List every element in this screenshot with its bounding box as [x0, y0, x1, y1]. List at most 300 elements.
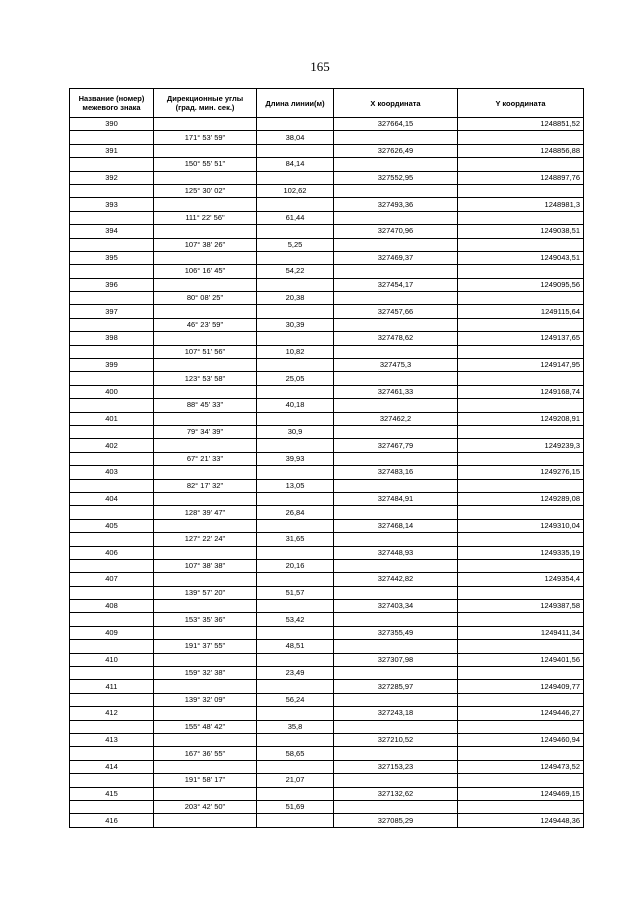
line-length-cell: 54,22	[257, 265, 334, 278]
direction-angle-cell: 150° 55' 51"	[154, 158, 257, 171]
y-coordinate-cell: 1249168,74	[458, 385, 584, 398]
table-row-point	[70, 546, 584, 559]
empty-cell	[458, 800, 584, 813]
empty-cell	[154, 385, 257, 398]
mark-name-cell: 404	[70, 492, 154, 505]
empty-cell	[257, 814, 334, 827]
empty-cell	[154, 144, 257, 157]
empty-cell	[334, 747, 458, 760]
empty-cell	[458, 265, 584, 278]
empty-cell	[70, 158, 154, 171]
empty-cell	[70, 425, 154, 438]
mark-name-cell: 416	[70, 814, 154, 827]
mark-name-cell: 406	[70, 546, 154, 559]
mark-name-cell: 393	[70, 198, 154, 211]
empty-cell	[334, 613, 458, 626]
table-row-segment	[70, 747, 584, 760]
empty-cell	[70, 345, 154, 358]
mark-name-cell: 401	[70, 412, 154, 425]
line-length-cell: 10,82	[257, 345, 334, 358]
empty-cell	[458, 372, 584, 385]
line-length-cell: 84,14	[257, 158, 334, 171]
table-row-point	[70, 225, 584, 238]
y-coordinate-cell: 1249335,19	[458, 546, 584, 559]
empty-cell	[154, 171, 257, 184]
y-coordinate-cell: 1248981,3	[458, 198, 584, 211]
direction-angle-cell: 128° 39' 47"	[154, 506, 257, 519]
empty-cell	[70, 586, 154, 599]
line-length-cell: 40,18	[257, 399, 334, 412]
empty-cell	[154, 573, 257, 586]
table-row-point	[70, 573, 584, 586]
line-length-cell: 35,8	[257, 720, 334, 733]
table-row-point	[70, 332, 584, 345]
direction-angle-cell: 46° 23' 59"	[154, 318, 257, 331]
direction-angle-cell: 167° 36' 55"	[154, 747, 257, 760]
mark-name-cell: 397	[70, 305, 154, 318]
table-row-segment	[70, 693, 584, 706]
empty-cell	[154, 359, 257, 372]
line-length-cell: 51,57	[257, 586, 334, 599]
mark-name-cell: 402	[70, 439, 154, 452]
table-row-segment	[70, 774, 584, 787]
table-row-point	[70, 492, 584, 505]
y-coordinate-cell: 1249043,51	[458, 251, 584, 264]
empty-cell	[154, 332, 257, 345]
table-row-segment	[70, 399, 584, 412]
empty-cell	[70, 559, 154, 572]
line-length-cell: 20,38	[257, 292, 334, 305]
empty-cell	[334, 800, 458, 813]
table-row-point	[70, 653, 584, 666]
x-coordinate-cell: 327355,49	[334, 626, 458, 639]
x-coordinate-cell: 327469,37	[334, 251, 458, 264]
empty-cell	[70, 265, 154, 278]
empty-cell	[334, 774, 458, 787]
table-row-point	[70, 760, 584, 773]
table-row-segment	[70, 667, 584, 680]
header-direction-angle: Дирекционные углы (град. мин. сек.)	[154, 89, 257, 118]
empty-cell	[334, 425, 458, 438]
line-length-cell: 102,62	[257, 184, 334, 197]
empty-cell	[70, 800, 154, 813]
empty-cell	[458, 131, 584, 144]
table-row-segment	[70, 506, 584, 519]
table-row-segment	[70, 184, 584, 197]
mark-name-cell: 411	[70, 680, 154, 693]
x-coordinate-cell: 327085,29	[334, 814, 458, 827]
empty-cell	[257, 198, 334, 211]
empty-cell	[154, 519, 257, 532]
empty-cell	[334, 184, 458, 197]
direction-angle-cell: 191° 58' 17"	[154, 774, 257, 787]
direction-angle-cell: 153° 35' 36"	[154, 613, 257, 626]
table-row-point	[70, 144, 584, 157]
line-length-cell: 48,51	[257, 640, 334, 653]
empty-cell	[70, 399, 154, 412]
mark-name-cell: 407	[70, 573, 154, 586]
line-length-cell: 56,24	[257, 693, 334, 706]
empty-cell	[70, 506, 154, 519]
direction-angle-cell: 80° 08' 25"	[154, 292, 257, 305]
x-coordinate-cell: 327484,91	[334, 492, 458, 505]
empty-cell	[154, 439, 257, 452]
y-coordinate-cell: 1249115,64	[458, 305, 584, 318]
empty-cell	[334, 693, 458, 706]
header-mark-name: Название (номер) межевого знака	[70, 89, 154, 118]
empty-cell	[458, 613, 584, 626]
empty-cell	[334, 506, 458, 519]
table-row-segment	[70, 211, 584, 224]
empty-cell	[334, 265, 458, 278]
table-row-point	[70, 439, 584, 452]
empty-cell	[154, 118, 257, 131]
empty-cell	[334, 318, 458, 331]
line-length-cell: 53,42	[257, 613, 334, 626]
x-coordinate-cell: 327626,49	[334, 144, 458, 157]
y-coordinate-cell: 1249137,65	[458, 332, 584, 345]
x-coordinate-cell: 327448,93	[334, 546, 458, 559]
empty-cell	[458, 747, 584, 760]
direction-angle-cell: 125° 30' 02"	[154, 184, 257, 197]
table-row-segment	[70, 345, 584, 358]
mark-name-cell: 412	[70, 707, 154, 720]
empty-cell	[257, 492, 334, 505]
line-length-cell: 5,25	[257, 238, 334, 251]
table-row-segment	[70, 720, 584, 733]
empty-cell	[257, 546, 334, 559]
mark-name-cell: 400	[70, 385, 154, 398]
mark-name-cell: 413	[70, 733, 154, 746]
empty-cell	[70, 318, 154, 331]
table-header-row	[70, 89, 584, 118]
empty-cell	[334, 399, 458, 412]
table-row-point	[70, 787, 584, 800]
x-coordinate-cell: 327483,16	[334, 466, 458, 479]
line-length-cell: 21,07	[257, 774, 334, 787]
coordinates-table	[69, 88, 584, 828]
mark-name-cell: 405	[70, 519, 154, 532]
x-coordinate-cell: 327403,34	[334, 600, 458, 613]
table-row-segment	[70, 533, 584, 546]
direction-angle-cell: 139° 57' 20"	[154, 586, 257, 599]
empty-cell	[257, 171, 334, 184]
empty-cell	[70, 667, 154, 680]
mark-name-cell: 396	[70, 278, 154, 291]
direction-angle-cell: 159° 32' 38"	[154, 667, 257, 680]
x-coordinate-cell: 327493,36	[334, 198, 458, 211]
mark-name-cell: 399	[70, 359, 154, 372]
x-coordinate-cell: 327462,2	[334, 412, 458, 425]
empty-cell	[334, 559, 458, 572]
table-row-point	[70, 466, 584, 479]
x-coordinate-cell: 327243,18	[334, 707, 458, 720]
direction-angle-cell: 191° 37' 55"	[154, 640, 257, 653]
empty-cell	[154, 198, 257, 211]
table-row-point	[70, 680, 584, 693]
empty-cell	[154, 412, 257, 425]
empty-cell	[257, 466, 334, 479]
table-row-segment	[70, 318, 584, 331]
mark-name-cell: 398	[70, 332, 154, 345]
table-row-point	[70, 412, 584, 425]
table-row-point	[70, 171, 584, 184]
empty-cell	[70, 184, 154, 197]
mark-name-cell: 410	[70, 653, 154, 666]
empty-cell	[257, 439, 334, 452]
y-coordinate-cell: 1249289,08	[458, 492, 584, 505]
y-coordinate-cell: 1249095,56	[458, 278, 584, 291]
direction-angle-cell: 111° 22' 56"	[154, 211, 257, 224]
y-coordinate-cell: 1248851,52	[458, 118, 584, 131]
empty-cell	[154, 733, 257, 746]
table-row-segment	[70, 372, 584, 385]
empty-cell	[154, 225, 257, 238]
direction-angle-cell: 139° 32' 09"	[154, 693, 257, 706]
empty-cell	[257, 733, 334, 746]
mark-name-cell: 395	[70, 251, 154, 264]
empty-cell	[257, 573, 334, 586]
line-length-cell: 31,65	[257, 533, 334, 546]
mark-name-cell: 414	[70, 760, 154, 773]
y-coordinate-cell: 1249469,15	[458, 787, 584, 800]
empty-cell	[257, 144, 334, 157]
empty-cell	[458, 345, 584, 358]
empty-cell	[334, 533, 458, 546]
empty-cell	[334, 479, 458, 492]
empty-cell	[70, 720, 154, 733]
empty-cell	[458, 238, 584, 251]
x-coordinate-cell: 327210,52	[334, 733, 458, 746]
empty-cell	[458, 479, 584, 492]
empty-cell	[257, 332, 334, 345]
empty-cell	[334, 720, 458, 733]
empty-cell	[154, 653, 257, 666]
empty-cell	[70, 372, 154, 385]
empty-cell	[257, 626, 334, 639]
y-coordinate-cell: 1249446,27	[458, 707, 584, 720]
y-coordinate-cell: 1249354,4	[458, 573, 584, 586]
mark-name-cell: 408	[70, 600, 154, 613]
direction-angle-cell: 155° 48' 42"	[154, 720, 257, 733]
direction-angle-cell: 127° 22' 24"	[154, 533, 257, 546]
direction-angle-cell: 67° 21' 33"	[154, 452, 257, 465]
table-row-segment	[70, 586, 584, 599]
table-row-point	[70, 278, 584, 291]
direction-angle-cell: 171° 53' 59"	[154, 131, 257, 144]
empty-cell	[458, 720, 584, 733]
empty-cell	[334, 452, 458, 465]
direction-angle-cell: 79° 34' 39"	[154, 425, 257, 438]
empty-cell	[154, 492, 257, 505]
empty-cell	[458, 559, 584, 572]
table-row-segment	[70, 452, 584, 465]
y-coordinate-cell: 1249401,56	[458, 653, 584, 666]
direction-angle-cell: 203° 42' 50"	[154, 800, 257, 813]
y-coordinate-cell: 1248897,76	[458, 171, 584, 184]
mark-name-cell: 391	[70, 144, 154, 157]
y-coordinate-cell: 1249276,15	[458, 466, 584, 479]
table-row-point	[70, 359, 584, 372]
table-row-segment	[70, 131, 584, 144]
empty-cell	[154, 787, 257, 800]
empty-cell	[257, 278, 334, 291]
empty-cell	[334, 131, 458, 144]
direction-angle-cell: 107° 38' 38"	[154, 559, 257, 572]
table-row-point	[70, 519, 584, 532]
empty-cell	[70, 747, 154, 760]
table-row-segment	[70, 640, 584, 653]
table-row-point	[70, 305, 584, 318]
empty-cell	[70, 452, 154, 465]
direction-angle-cell: 82° 17' 32"	[154, 479, 257, 492]
table-row-point	[70, 707, 584, 720]
y-coordinate-cell: 1249208,91	[458, 412, 584, 425]
empty-cell	[458, 533, 584, 546]
table-row-segment	[70, 265, 584, 278]
y-coordinate-cell: 1249147,95	[458, 359, 584, 372]
empty-cell	[70, 693, 154, 706]
x-coordinate-cell: 327468,14	[334, 519, 458, 532]
header-line-length: Длина линии(м)	[257, 89, 334, 118]
line-length-cell: 13,05	[257, 479, 334, 492]
table-row-point	[70, 251, 584, 264]
empty-cell	[70, 479, 154, 492]
empty-cell	[70, 238, 154, 251]
empty-cell	[458, 318, 584, 331]
empty-cell	[257, 385, 334, 398]
line-length-cell: 38,04	[257, 131, 334, 144]
empty-cell	[257, 653, 334, 666]
mark-name-cell: 390	[70, 118, 154, 131]
empty-cell	[257, 118, 334, 131]
direction-angle-cell: 106° 16' 45"	[154, 265, 257, 278]
empty-cell	[458, 640, 584, 653]
empty-cell	[458, 506, 584, 519]
direction-angle-cell: 88° 45' 33"	[154, 399, 257, 412]
x-coordinate-cell: 327478,62	[334, 332, 458, 345]
y-coordinate-cell: 1249387,58	[458, 600, 584, 613]
empty-cell	[334, 292, 458, 305]
line-length-cell: 51,69	[257, 800, 334, 813]
empty-cell	[257, 251, 334, 264]
empty-cell	[458, 158, 584, 171]
line-length-cell: 30,9	[257, 425, 334, 438]
x-coordinate-cell: 327132,62	[334, 787, 458, 800]
mark-name-cell: 403	[70, 466, 154, 479]
empty-cell	[458, 667, 584, 680]
empty-cell	[257, 519, 334, 532]
line-length-cell: 30,39	[257, 318, 334, 331]
x-coordinate-cell: 327467,79	[334, 439, 458, 452]
line-length-cell: 39,93	[257, 452, 334, 465]
empty-cell	[458, 211, 584, 224]
line-length-cell: 23,49	[257, 667, 334, 680]
empty-cell	[334, 372, 458, 385]
x-coordinate-cell: 327153,23	[334, 760, 458, 773]
table-body	[70, 118, 584, 828]
line-length-cell: 61,44	[257, 211, 334, 224]
direction-angle-cell: 123° 53' 58"	[154, 372, 257, 385]
y-coordinate-cell: 1249460,94	[458, 733, 584, 746]
empty-cell	[458, 425, 584, 438]
empty-cell	[257, 707, 334, 720]
mark-name-cell: 392	[70, 171, 154, 184]
table-row-point	[70, 733, 584, 746]
empty-cell	[154, 760, 257, 773]
empty-cell	[257, 305, 334, 318]
empty-cell	[334, 238, 458, 251]
empty-cell	[334, 667, 458, 680]
empty-cell	[334, 586, 458, 599]
table-row-point	[70, 814, 584, 827]
empty-cell	[70, 292, 154, 305]
table-row-segment	[70, 800, 584, 813]
mark-name-cell: 415	[70, 787, 154, 800]
y-coordinate-cell: 1249448,36	[458, 814, 584, 827]
mark-name-cell: 409	[70, 626, 154, 639]
empty-cell	[458, 399, 584, 412]
table-row-point	[70, 600, 584, 613]
empty-cell	[458, 452, 584, 465]
empty-cell	[154, 278, 257, 291]
x-coordinate-cell: 327552,95	[334, 171, 458, 184]
table-row-segment	[70, 158, 584, 171]
y-coordinate-cell: 1249409,77	[458, 680, 584, 693]
empty-cell	[154, 600, 257, 613]
x-coordinate-cell: 327461,33	[334, 385, 458, 398]
table-row-point	[70, 198, 584, 211]
y-coordinate-cell: 1249473,52	[458, 760, 584, 773]
empty-cell	[458, 184, 584, 197]
x-coordinate-cell: 327664,15	[334, 118, 458, 131]
line-length-cell: 26,84	[257, 506, 334, 519]
empty-cell	[70, 640, 154, 653]
y-coordinate-cell: 1249310,04	[458, 519, 584, 532]
empty-cell	[257, 787, 334, 800]
y-coordinate-cell: 1249411,34	[458, 626, 584, 639]
table-row-point	[70, 118, 584, 131]
table-row-point	[70, 385, 584, 398]
x-coordinate-cell: 327457,66	[334, 305, 458, 318]
empty-cell	[70, 211, 154, 224]
line-length-cell: 25,05	[257, 372, 334, 385]
empty-cell	[334, 158, 458, 171]
empty-cell	[154, 680, 257, 693]
empty-cell	[70, 774, 154, 787]
empty-cell	[257, 359, 334, 372]
page-number: 165	[310, 59, 330, 74]
x-coordinate-cell: 327307,98	[334, 653, 458, 666]
table-row-segment	[70, 479, 584, 492]
table-row-segment	[70, 292, 584, 305]
empty-cell	[154, 707, 257, 720]
empty-cell	[257, 600, 334, 613]
x-coordinate-cell: 327470,96	[334, 225, 458, 238]
direction-angle-cell: 107° 38' 26"	[154, 238, 257, 251]
table-row-segment	[70, 559, 584, 572]
empty-cell	[70, 533, 154, 546]
empty-cell	[154, 814, 257, 827]
header-y-coordinate: Y координата	[458, 89, 584, 118]
empty-cell	[154, 466, 257, 479]
line-length-cell: 20,16	[257, 559, 334, 572]
header-x-coordinate: X координата	[334, 89, 458, 118]
x-coordinate-cell: 327454,17	[334, 278, 458, 291]
x-coordinate-cell: 327285,97	[334, 680, 458, 693]
empty-cell	[334, 640, 458, 653]
empty-cell	[458, 586, 584, 599]
